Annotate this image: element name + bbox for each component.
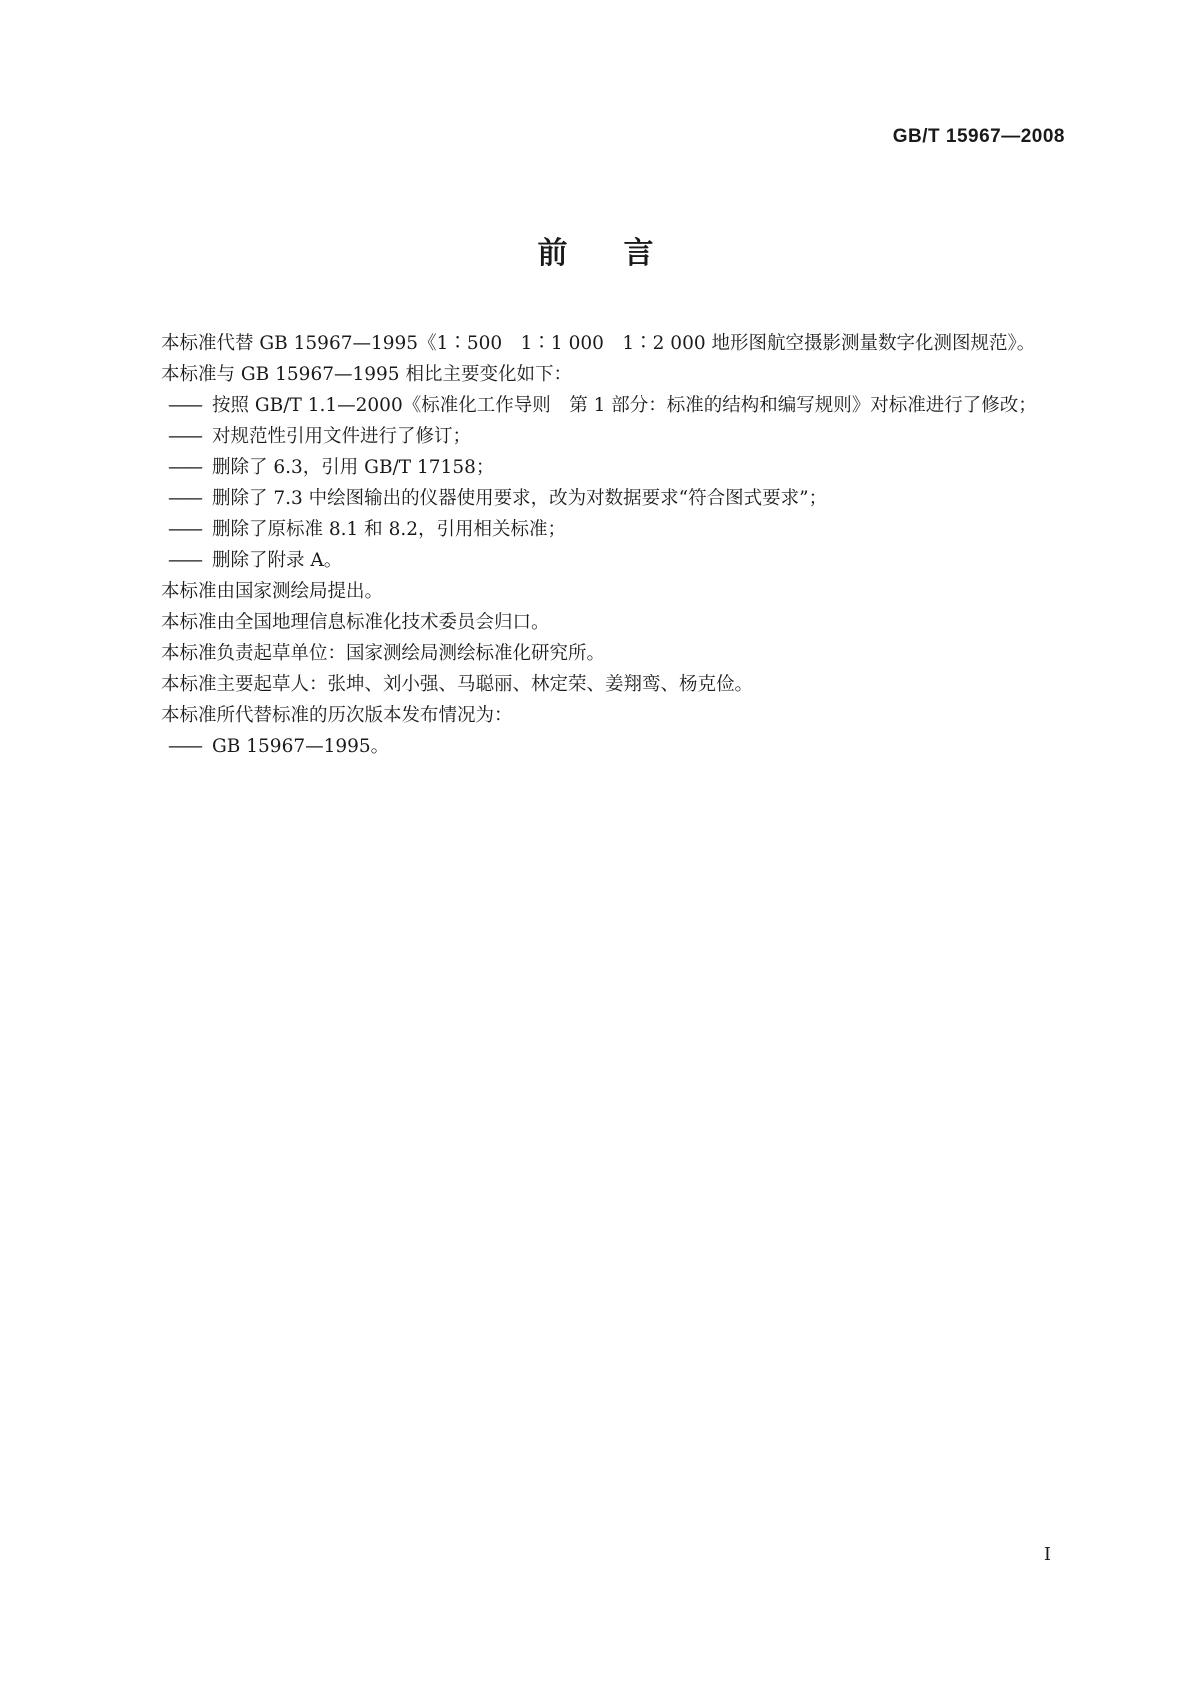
paragraph-history-intro: 本标准所代替标准的历次版本发布情况为： bbox=[161, 705, 513, 726]
page-title bbox=[0, 228, 1191, 272]
foreword-body bbox=[124, 328, 1064, 762]
change-item-4 bbox=[124, 483, 1064, 514]
dash-marker: —— bbox=[168, 488, 201, 509]
change-item-text: 按照 GB/T 1.1—2000《标准化工作导则 第 1 部分：标准的结构和编写规则》对标准进行了修改； bbox=[212, 395, 1037, 416]
history-item-text: GB 15967—1995。 bbox=[212, 736, 390, 757]
standard-number: GB/T 15967—2008 bbox=[892, 126, 1065, 147]
change-item-1 bbox=[124, 390, 1064, 421]
dash-marker: —— bbox=[168, 426, 201, 447]
title-char-2: 言 bbox=[623, 236, 654, 271]
dash-marker: —— bbox=[168, 395, 201, 416]
change-item-text: 删除了原标准 8.1 和 8.2，引用相关标准； bbox=[212, 519, 566, 540]
change-item-2 bbox=[124, 421, 1064, 452]
change-item-text: 删除了 7.3 中绘图输出的仪器使用要求，改为对数据要求“符合图式要求”； bbox=[212, 488, 828, 509]
change-item-6 bbox=[124, 545, 1064, 576]
change-item-text: 删除了 6.3，引用 GB/T 17158； bbox=[212, 457, 495, 478]
change-item-text: 删除了附录 A。 bbox=[212, 550, 343, 571]
change-item-5 bbox=[124, 514, 1064, 545]
title-char-1: 前 bbox=[537, 236, 568, 271]
dash-marker: —— bbox=[168, 519, 201, 540]
paragraph-administrator: 本标准由全国地理信息标准化技术委员会归口。 bbox=[161, 612, 550, 633]
history-item-1 bbox=[124, 731, 1064, 762]
paragraph-drafters: 本标准主要起草人：张坤、刘小强、马聪丽、林定荣、姜翔鸾、杨克俭。 bbox=[161, 674, 754, 695]
paragraph-changes-intro: 本标准与 GB 15967—1995 相比主要变化如下： bbox=[161, 364, 572, 385]
page-number: I bbox=[1043, 1544, 1051, 1565]
change-item-3 bbox=[124, 452, 1064, 483]
dash-marker: —— bbox=[168, 736, 201, 757]
dash-marker: —— bbox=[168, 550, 201, 571]
paragraph-drafting-unit: 本标准负责起草单位：国家测绘局测绘标准化研究所。 bbox=[161, 643, 606, 664]
dash-marker: —— bbox=[168, 457, 201, 478]
paragraph-proposer: 本标准由国家测绘局提出。 bbox=[161, 581, 384, 602]
change-item-text: 对规范性引用文件进行了修订； bbox=[212, 426, 472, 447]
paragraph-replaces: 本标准代替 GB 15967—1995《1∶500 1∶1 000 1∶2 000 地形图航空摄影测量数字化测图规范》。 bbox=[161, 333, 1036, 354]
